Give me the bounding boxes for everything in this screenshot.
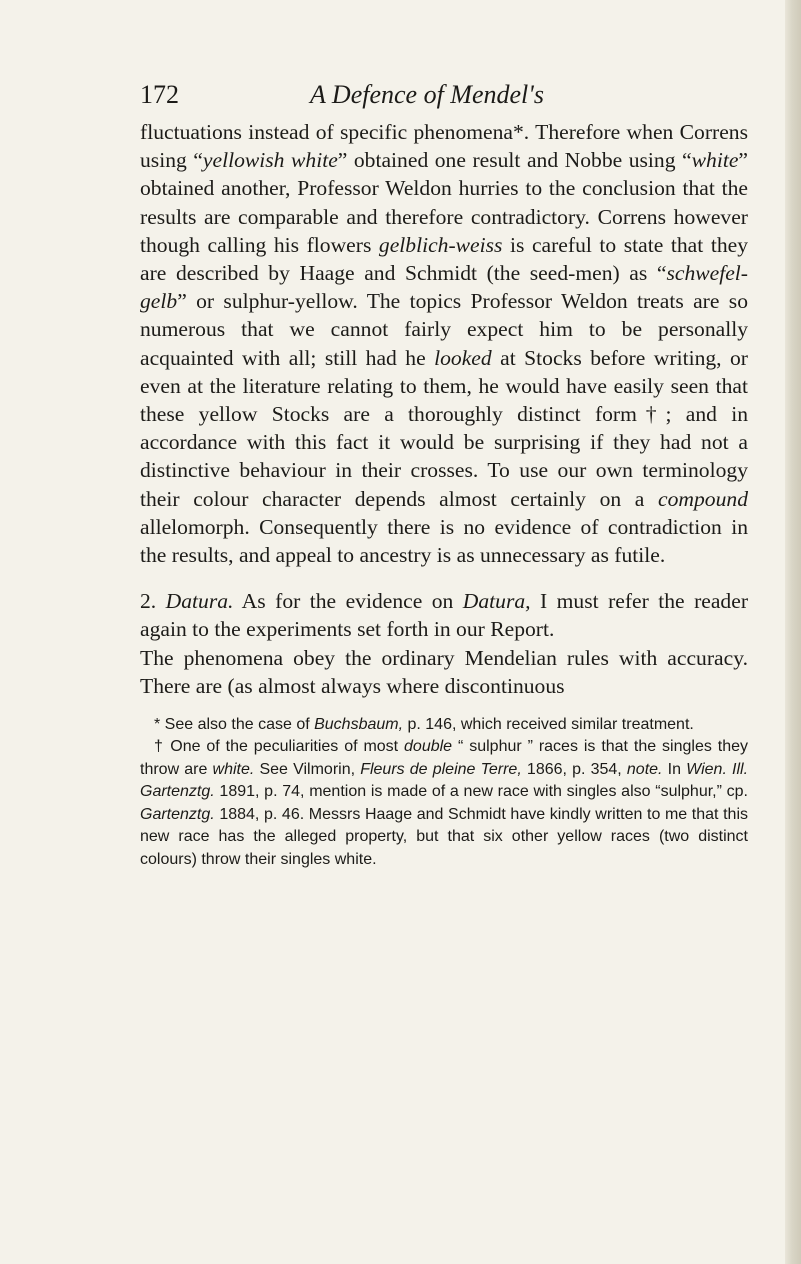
text-run: ” obtained one result and Nobbe using “ [337,148,692,173]
text-run: * See also the case of [154,716,315,734]
text-run: See Vilmorin, [254,760,361,778]
text-run: “ sulphur ” races is that the singles they throw are [140,738,749,778]
paragraph-datura [140,587,748,643]
running-header [140,68,748,118]
text-run: 1891, p. 74, mention is made of a new race with singles also “sulphur,” cp. [214,783,748,801]
footnote-dagger [140,736,748,870]
italic-run: schwefel-gelb [140,261,748,314]
page-gutter-shadow [785,0,801,1264]
italic-run: gelblich-weiss [378,232,503,257]
text-run: fluctuations instead of specific phenomena*. Therefore when Correns using “ [140,120,748,173]
running-title: A Defence of Mendel's [310,80,544,109]
italic-run: Datura. [165,589,234,614]
text-run: allelomorph. Consequently there is no evidence of contradiction in the results, and appeal to ancestry is as unnecessary as futile. [140,514,748,568]
text-run: The phenomena obey the ordinary Mendelian rules with accuracy. There are (as almost always where discontinuous [140,645,748,698]
text-run: at Stocks before writing, or even at the literature relating to them, he would have easily seen that these yellow Stocks are a thoroughly distinct form†; and in accordance with this fact it would be surprising if they had not a distinctive behaviour in their crosses. To use our own terminology their colour character depends almost certainly on a [140,345,748,511]
italic-run: Wien. Ill. Gartenztg. [140,760,749,801]
paragraph-phenomena [140,644,748,700]
text-run: † One of the peculiarities of most [154,738,405,756]
text-run: As for the evidence on [233,589,463,614]
italic-run: looked [434,345,492,370]
text-run: 2. [140,589,166,614]
italic-run: Gartenztg. [140,805,215,823]
body-text [140,118,748,700]
page-number: 172 [140,80,179,109]
italic-run: Datura, [462,589,531,614]
italic-run: Fleurs de pleine Terre, [360,760,522,778]
italic-run: note. [626,760,663,778]
text-run: I must refer the reader again to the experiments set forth in our Report. [140,589,749,642]
text-run: 1884, p. 46. Messrs Haage and Schmidt have kindly written to me that this new race has the alleged property, but that six other yellow races (two distinct colours) throw their singles white. [140,805,748,868]
text-run: In [662,760,687,778]
text-run: p. 146, which received similar treatment. [403,716,694,734]
paragraph-correns-nobbe [140,118,748,569]
footnotes [140,714,748,871]
text-run: ” or sulphur-yellow. The topics Professor Weldon treats are so numerous that we cannot fairly expect him to be personally acquainted with all; still had he [140,289,748,370]
text-run: 1866, p. 354, [521,760,627,778]
italic-run: double [404,738,453,756]
italic-run: yellowish white [202,148,338,173]
book-page [140,68,748,871]
italic-run: white. [212,760,255,778]
italic-run: Buchsbaum, [314,716,404,734]
italic-run: compound [658,486,748,511]
text-run: ” obtained another, Professor Weldon hurries to the conclusion that the results are comparable and therefore contradictory. Correns however though calling his flowers [140,148,749,257]
paragraph-gap [140,569,748,587]
text-run: is careful to state that they are described by Haage and Schmidt (the seed-men) as “ [140,232,748,286]
italic-run: white [691,148,739,173]
footnote-star [140,714,748,736]
